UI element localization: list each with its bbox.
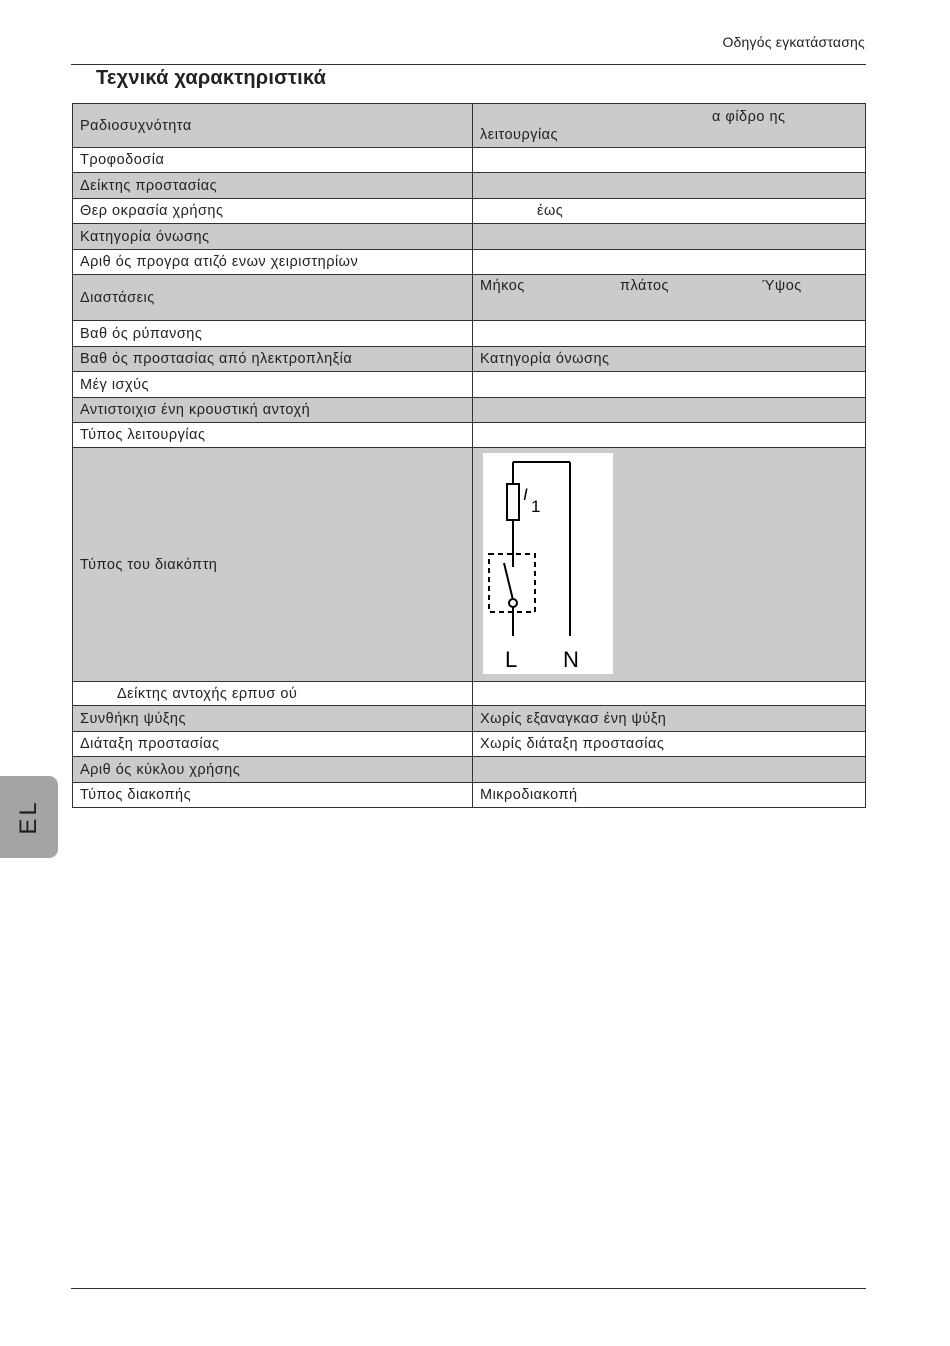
- neutral-terminal-label: N: [563, 647, 580, 672]
- row-value: Χωρίς εξαναγκασ ένη ψύξη: [473, 706, 866, 732]
- row-label: Διάταξη προστασίας: [73, 732, 473, 757]
- table-row: [73, 706, 866, 732]
- table-row: [73, 224, 866, 250]
- dimension-width: πλάτος: [620, 278, 669, 294]
- table-row: [73, 173, 866, 199]
- row-label: Τροφοδοσία: [73, 148, 473, 173]
- page-title: Τεχνικά χαρακτηριστικά: [96, 67, 327, 89]
- table-row: [73, 104, 866, 148]
- switch-pivot: [509, 599, 517, 607]
- row-label: Κατηγορία όνωσης: [73, 224, 473, 250]
- table-row: [73, 275, 866, 321]
- spec-table: [72, 103, 866, 808]
- current-label: I: [523, 485, 529, 504]
- diagram-background: [483, 453, 613, 674]
- footer-rule: [71, 1288, 866, 1289]
- table-row: [73, 148, 866, 173]
- row-value: Μικροδιακοπή: [473, 783, 866, 808]
- row-label: Αριθ ός προγρα ατιζό ενων χειριστηρίων: [73, 250, 473, 275]
- row-value-text: έως: [537, 203, 564, 219]
- table-row: [73, 448, 866, 682]
- table-row: [73, 783, 866, 808]
- row-value: [473, 250, 866, 275]
- row-value: [473, 398, 866, 423]
- row-value: [473, 372, 866, 398]
- row-label: Ραδιοσυχνότητα: [73, 104, 473, 148]
- row-label: Βαθ ός προστασίας από ηλεκτροπληξία: [73, 347, 473, 372]
- table-row: [73, 757, 866, 783]
- dimension-length: Μήκος: [480, 278, 525, 294]
- row-label: Τύπος λειτουργίας: [73, 423, 473, 448]
- row-label: Δείκτης προστασίας: [73, 173, 473, 199]
- row-label: Τύπος διακοπής: [73, 783, 473, 808]
- row-label: Συνθήκη ψύξης: [73, 706, 473, 732]
- row-value: [473, 682, 866, 706]
- resistor-symbol: [507, 484, 519, 520]
- row-value-top: α φίδρο ης: [712, 109, 786, 125]
- dimension-height: Ύψος: [762, 278, 802, 294]
- row-label: Αντιστοιχισ ένη κρουστική αντοχή: [73, 398, 473, 423]
- table-row: [73, 732, 866, 757]
- row-value: [473, 199, 866, 224]
- switch-diagram-cell: [473, 448, 866, 682]
- row-value: [473, 423, 866, 448]
- table-row: [73, 347, 866, 372]
- row-label: Θερ οκρασία χρήσης: [73, 199, 473, 224]
- table-row: [73, 250, 866, 275]
- row-value: [473, 275, 866, 321]
- language-tab: [0, 776, 58, 858]
- table-row: [73, 423, 866, 448]
- row-label: Διαστάσεις: [73, 275, 473, 321]
- table-row: [73, 398, 866, 423]
- row-label: Μέγ ισχύς: [73, 372, 473, 398]
- row-value: Χωρίς διάταξη προστασίας: [473, 732, 866, 757]
- header-section-title: Οδηγός εγκατάστασης: [722, 34, 865, 50]
- row-label: Δείκτης αντοχής ερπυσ ού: [73, 682, 473, 706]
- row-label: Βαθ ός ρύπανσης: [73, 321, 473, 347]
- row-value: [473, 148, 866, 173]
- row-value: [473, 321, 866, 347]
- row-label: Αριθ ός κύκλου χρήσης: [73, 757, 473, 783]
- table-row: [73, 199, 866, 224]
- current-subscript: 1: [531, 497, 541, 516]
- switch-wiring-diagram: [483, 453, 613, 674]
- table-row: [73, 321, 866, 347]
- row-value: [473, 104, 866, 148]
- table-row: [73, 682, 866, 706]
- header-rule: [71, 64, 866, 65]
- row-value-bottom: λειτουργίας: [480, 127, 559, 143]
- line-terminal-label: L: [505, 647, 518, 672]
- row-value: [473, 173, 866, 199]
- row-value: [473, 224, 866, 250]
- language-tab-label: EL: [15, 799, 42, 835]
- row-label: Τύπος του διακόπτη: [73, 448, 473, 682]
- table-row: [73, 372, 866, 398]
- row-value: Κατηγορία όνωσης: [473, 347, 866, 372]
- row-value: [473, 757, 866, 783]
